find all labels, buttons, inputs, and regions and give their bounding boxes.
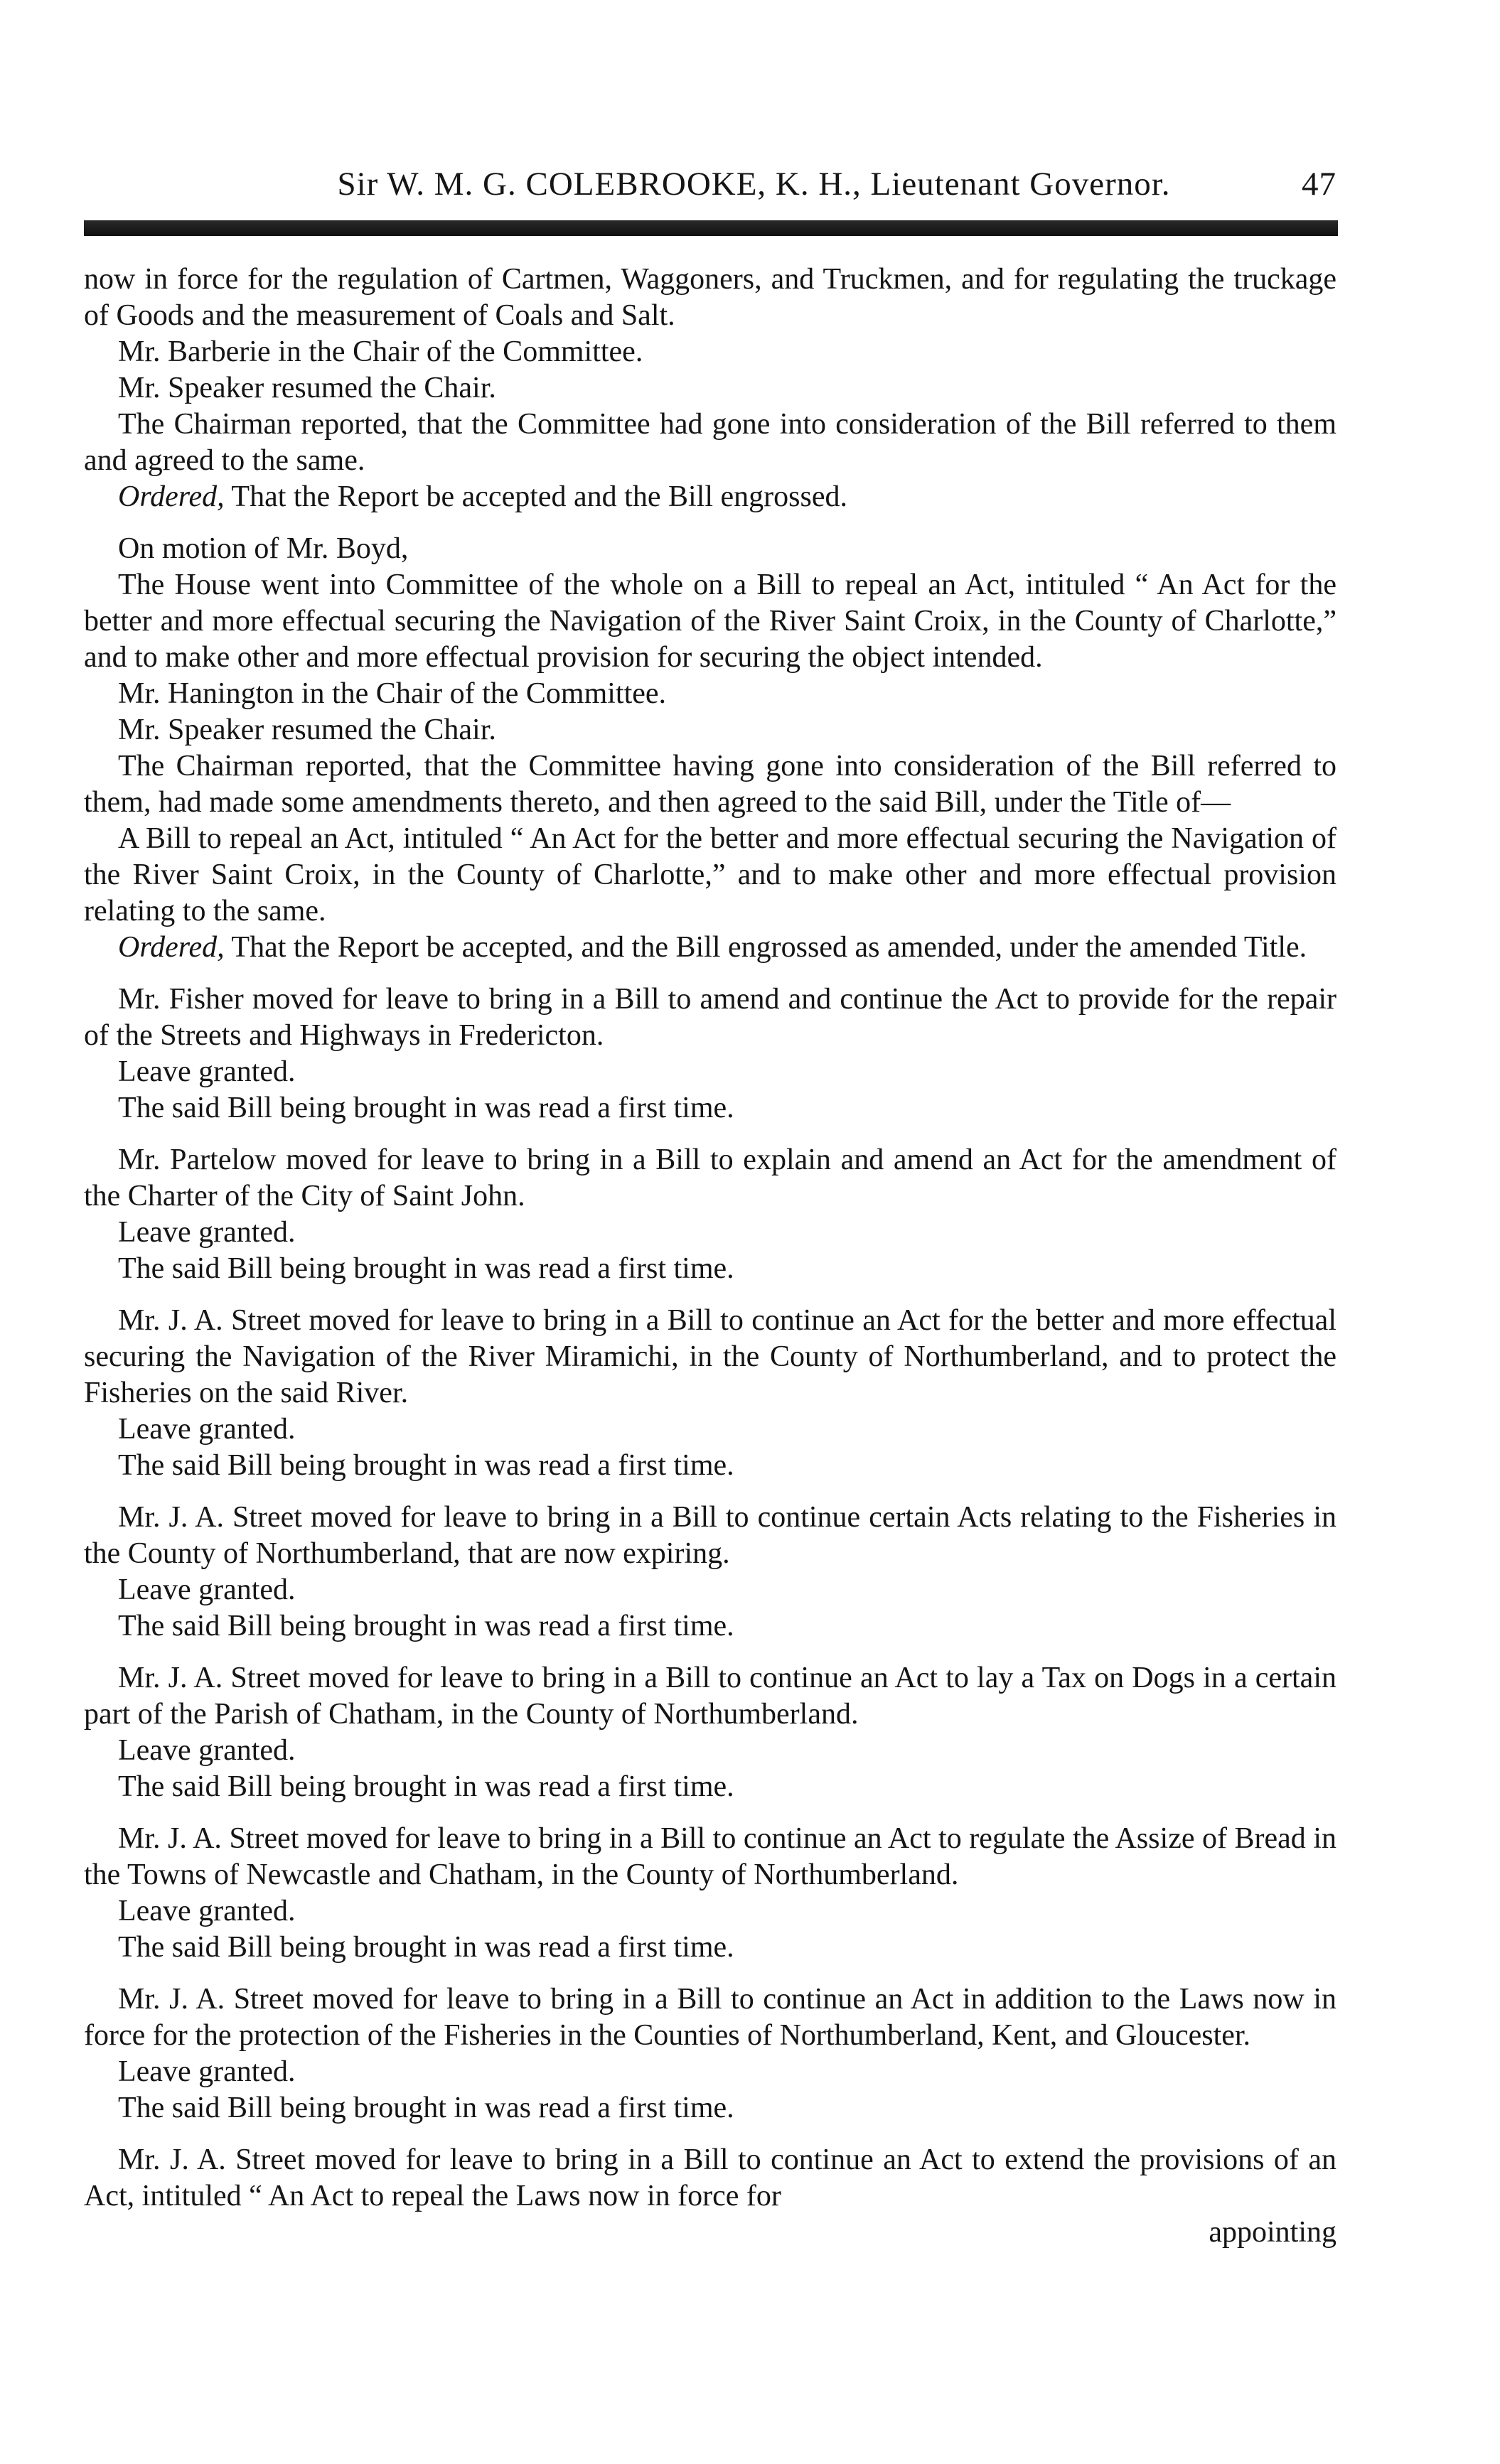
paragraph: Leave granted. <box>118 1413 296 1446</box>
paragraph: The Chairman reported, that the Committee having gone into consideration of the Bill referred to them, had made some amendments thereto, and then agreed to the said Bill, under the Title of— <box>84 750 1336 819</box>
paragraph: The said Bill being brought in was read a first time. <box>118 1610 734 1642</box>
paragraph: Mr. Hanington in the Chair of the Committee. <box>118 677 667 710</box>
running-header <box>85 165 1336 203</box>
paragraph: Mr. J. A. Street moved for leave to bring in a Bill to continue certain Acts relating to the Fisheries in the County of Northumberland, that are now expiring. <box>84 1501 1336 1570</box>
paragraph: Leave granted. <box>118 1216 296 1249</box>
paragraph: A Bill to repeal an Act, intituled “ An Act for the better and more effectual securing the Navigation of the River Saint Croix, in the County of Charlotte,” and to make other and more effectual provision relating to the same. <box>84 822 1336 927</box>
paragraph: Leave granted. <box>118 1734 296 1767</box>
paragraph: The said Bill being brought in was read a first time. <box>118 1770 734 1803</box>
paragraph: The Chairman reported, that the Committee had gone into consideration of the Bill referred to them and agreed to the same. <box>84 408 1336 477</box>
paragraph: Mr. Barberie in the Chair of the Committee. <box>118 335 643 368</box>
paragraph: Mr. J. A. Street moved for leave to bring in a Bill to continue an Act to lay a Tax on Dogs in a certain part of the Parish of Chatham, in the County of Northumberland. <box>84 1662 1336 1731</box>
paragraph: The said Bill being brought in was read a first time. <box>118 1449 734 1482</box>
paragraph: Mr. J. A. Street moved for leave to bring in a Bill to continue an Act to extend the provisions of an Act, intituled “ An Act to repeal the Laws now in force for <box>84 2143 1336 2212</box>
paragraph: Mr. J. A. Street moved for leave to bring in a Bill to continue an Act in addition to the Laws now in force for the protection of the Fisheries in the Counties of Northumberland, Kent, and Gloucester. <box>84 1983 1336 2052</box>
paragraph: On motion of Mr. Boyd, <box>118 532 409 565</box>
page-number: 47 <box>1302 166 1336 203</box>
paragraph: The said Bill being brought in was read a first time. <box>118 1092 734 1124</box>
header-title: Sir W. M. G. COLEBROOKE, K. H., Lieutenant Governor. <box>337 166 1171 203</box>
paragraph: Mr. Partelow moved for leave to bring in a Bill to explain and amend an Act for the amendment of the Charter of the City of Saint John. <box>84 1144 1336 1212</box>
paragraph: now in force for the regulation of Cartmen, Waggoners, and Truckmen, and for regulating the truckage of Goods and the measurement of Coals and Salt. <box>84 263 1336 332</box>
paragraph: Ordered, That the Report be accepted, and the Bill engrossed as amended, under the amended Title. <box>118 931 1307 964</box>
paragraph: The House went into Committee of the whole on a Bill to repeal an Act, intituled “ An Act for the better and more effectual securing the Navigation of the River Saint Croix, in the County of Charlotte,” and to make other and more effectual provision for securing the object intended. <box>84 569 1336 674</box>
paragraph: Mr. Speaker resumed the Chair. <box>118 372 496 404</box>
paragraph: Mr. Speaker resumed the Chair. <box>118 714 496 746</box>
header-rule <box>84 220 1338 236</box>
paragraph: The said Bill being brought in was read a first time. <box>118 1252 734 1285</box>
catchword: appointing <box>1209 2216 1336 2249</box>
paragraph: The said Bill being brought in was read a first time. <box>118 2092 734 2124</box>
paragraph: The said Bill being brought in was read a first time. <box>118 1931 734 1964</box>
paragraph: Leave granted. <box>118 2055 296 2088</box>
paragraph: Leave granted. <box>118 1055 296 1088</box>
paragraph: Mr. J. A. Street moved for leave to bring in a Bill to continue an Act to regulate the Assize of Bread in the Towns of Newcastle and Chatham, in the County of Northumberland. <box>84 1822 1336 1891</box>
paragraph: Mr. Fisher moved for leave to bring in a Bill to amend and continue the Act to provide for the repair of the Streets and Highways in Fredericton. <box>84 983 1336 1052</box>
paragraph: Ordered, That the Report be accepted and the Bill engrossed. <box>118 480 847 513</box>
paragraph: Mr. J. A. Street moved for leave to bring in a Bill to continue an Act for the better and more effectual securing the Navigation of the River Miramichi, in the County of Northumberland, and to protect the Fisheries on the said River. <box>84 1304 1336 1409</box>
body-text <box>84 262 1336 2251</box>
paragraph: Leave granted. <box>118 1895 296 1927</box>
paragraph: Leave granted. <box>118 1573 296 1606</box>
